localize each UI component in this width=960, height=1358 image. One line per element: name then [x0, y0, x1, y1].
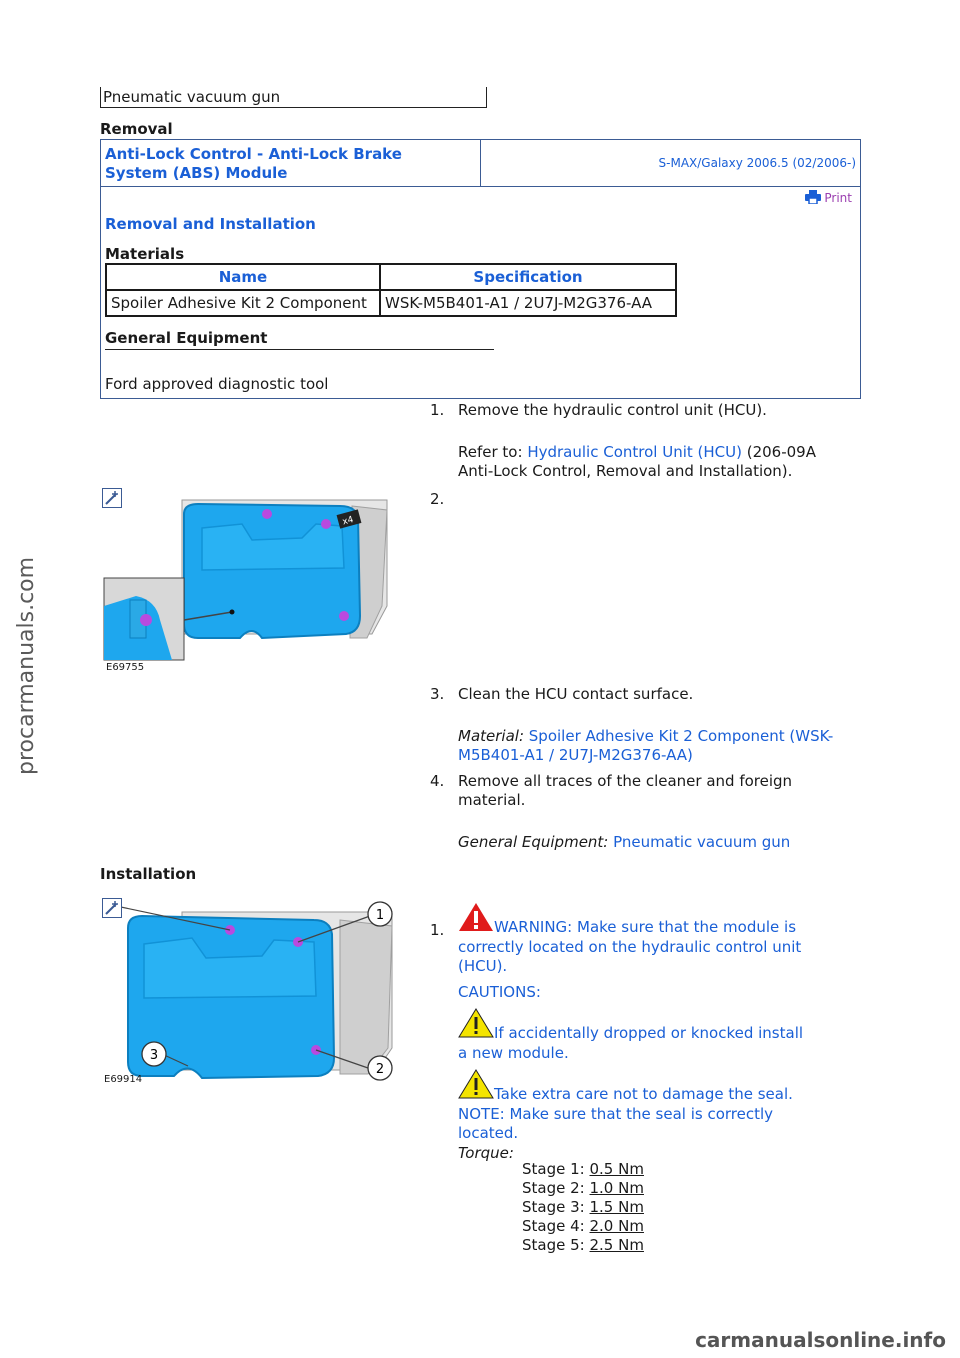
removal-step-4-equipment — [458, 833, 790, 851]
torque-stages — [522, 1160, 644, 1255]
top-tool-box — [100, 87, 487, 108]
abs-module-removal-illustration — [102, 488, 402, 678]
installation-heading: Installation — [100, 865, 197, 883]
equipment-label: General Equipment: — [458, 833, 609, 851]
caution-icon — [458, 1008, 494, 1044]
figure-code: E69914 — [104, 1074, 143, 1085]
title-line-2: System (ABS) Module — [105, 164, 288, 182]
removal-step-1-text: Remove the hydraulic control unit (HCU). — [458, 401, 767, 419]
removal-step-3-text: Clean the HCU contact surface. — [458, 685, 694, 703]
note-line-2: located. — [458, 1124, 519, 1142]
stage-value: 2.5 Nm — [589, 1236, 644, 1254]
installation-step-1-number: 1. — [430, 921, 445, 939]
stage-label: Stage 5: — [522, 1236, 585, 1254]
removal-step-3-number: 3. — [430, 685, 445, 703]
warning-text-line-2: correctly located on the hydraulic control unit — [458, 937, 802, 956]
removal-step-2-number: 2. — [430, 490, 445, 508]
removal-step-4-number: 4. — [430, 772, 445, 790]
callout-3: 3 — [149, 1048, 159, 1063]
section-title: Removal and Installation — [105, 215, 316, 233]
warning-icon — [458, 902, 494, 938]
torque-stage — [522, 1236, 644, 1255]
stage-value: 0.5 Nm — [589, 1160, 644, 1178]
quantity-badge: x4 — [341, 515, 355, 528]
caution-2-text: Take extra care not to damage the seal. — [494, 1085, 793, 1103]
refer-to-label: Refer to: — [458, 443, 523, 461]
figure-code: E69755 — [106, 662, 145, 673]
vehicle-label: S-MAX/Galaxy 2006.5 (02/2006-) — [658, 156, 856, 170]
general-equipment-label: General Equipment — [105, 329, 494, 350]
stage-label: Stage 2: — [522, 1179, 585, 1197]
table-header-row — [106, 264, 676, 290]
table-cell-spec: WSK-M5B401-A1 / 2U7J-M2G376-AA — [380, 290, 676, 316]
callout-1: 1 — [375, 908, 385, 923]
hcu-reference-link[interactable]: Hydraulic Control Unit (HCU) — [527, 443, 742, 461]
material-link-line-2[interactable]: M5B401-A1 / 2U7J-M2G376-AA) — [458, 746, 693, 764]
step-4-line-2: material. — [458, 791, 526, 809]
table-header-spec: Specification — [380, 264, 676, 290]
caution-1-line-2: a new module. — [458, 1043, 569, 1062]
zoom-icon[interactable] — [102, 488, 122, 512]
removal-step-4-text — [458, 772, 792, 810]
stage-value: 2.0 Nm — [589, 1217, 644, 1235]
vacuum-gun-link[interactable]: Pneumatic vacuum gun — [613, 833, 791, 851]
torque-stage — [522, 1179, 644, 1198]
table-header-name: Name — [106, 264, 380, 290]
removal-step-1-number: 1. — [430, 401, 445, 419]
table-cell-name: Spoiler Adhesive Kit 2 Component — [106, 290, 380, 316]
materials-table — [105, 263, 677, 317]
warning-text-line-3: (HCU). — [458, 957, 508, 975]
figure-e69914 — [102, 898, 402, 1088]
abs-module-installation-illustration — [102, 898, 402, 1088]
step-4-line-1: Remove all traces of the cleaner and foreign — [458, 772, 793, 790]
cautions-label: CAUTIONS: — [458, 982, 541, 1001]
warning-text-line-1: WARNING: Make sure that the module is — [494, 918, 797, 936]
bottom-watermark: carmanualsonline.info — [695, 1328, 946, 1352]
title-line-1: Anti-Lock Control - Anti-Lock Brake — [105, 145, 402, 163]
materials-label: Materials — [105, 245, 185, 263]
general-equipment-item: Ford approved diagnostic tool — [105, 375, 329, 393]
stage-value: 1.5 Nm — [589, 1198, 644, 1216]
top-tool-text: Pneumatic vacuum gun — [103, 88, 281, 106]
stage-label: Stage 1: — [522, 1160, 585, 1178]
torque-stage — [522, 1198, 644, 1217]
torque-stage — [522, 1217, 644, 1236]
note-line-1: NOTE: Make sure that the seal is correctly — [458, 1104, 774, 1123]
callout-2: 2 — [375, 1062, 385, 1077]
removal-heading: Removal — [100, 120, 173, 138]
material-label: Material: — [458, 727, 524, 745]
print-label: Print — [824, 191, 852, 205]
caution-icon — [458, 1069, 494, 1105]
reference-suffix-line-2: Anti-Lock Control, Removal and Installation). — [458, 462, 793, 480]
removal-step-3-material — [458, 727, 833, 765]
stage-value: 1.0 Nm — [589, 1179, 644, 1197]
reference-suffix: (206-09A — [746, 443, 816, 461]
print-link[interactable] — [805, 190, 852, 207]
figure-e69755 — [102, 488, 402, 678]
torque-stage — [522, 1160, 644, 1179]
installation-step-1-body — [458, 902, 858, 1163]
stage-label: Stage 3: — [522, 1198, 585, 1216]
material-link[interactable]: Spoiler Adhesive Kit 2 Component (WSK- — [528, 727, 834, 745]
caution-1-line-1: If accidentally dropped or knocked install — [494, 1024, 804, 1042]
procedure-title — [105, 145, 402, 183]
torque-label: Torque: — [458, 1143, 514, 1162]
side-watermark: procarmanuals.com — [14, 556, 39, 775]
stage-label: Stage 4: — [522, 1217, 585, 1235]
table-row — [106, 290, 676, 316]
printer-icon — [805, 190, 821, 207]
zoom-icon[interactable] — [102, 898, 122, 922]
removal-step-1-reference — [458, 443, 816, 481]
